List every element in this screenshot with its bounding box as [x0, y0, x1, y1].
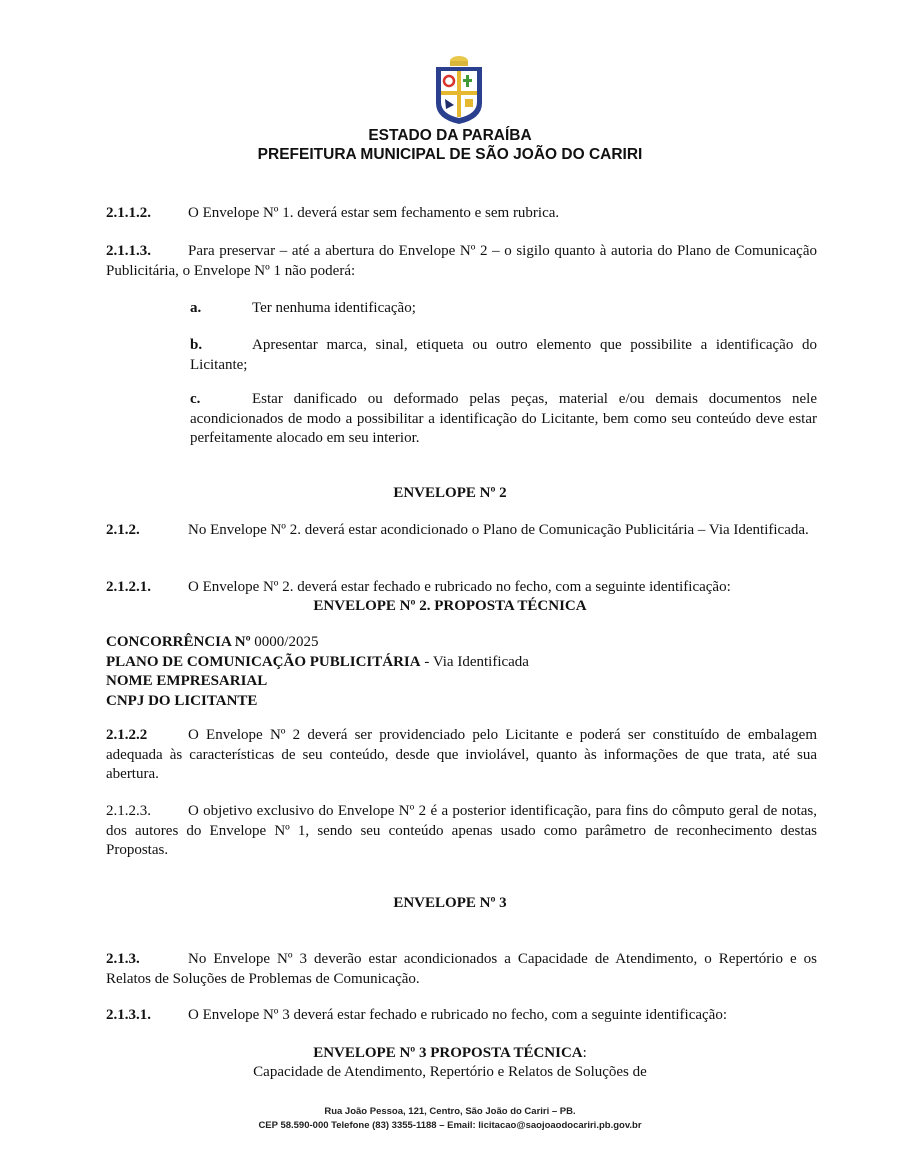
list-item-letter: a. — [190, 300, 202, 316]
id-line-cnpj: CNPJ DO LICITANTE — [106, 692, 258, 709]
clause-number: 2.1.2.2 — [106, 727, 148, 743]
clause-number: 2.1.1.2. — [106, 205, 151, 221]
identification-block — [106, 633, 529, 711]
clause-text: O Envelope Nº 3 deverá estar fechado e rubricado no fecho, com a seguinte identificação: — [188, 1007, 727, 1023]
clause-number: 2.1.2.3. — [106, 803, 151, 819]
clause-text: No Envelope Nº 3 deverão estar acondicionados a Capacidade de Atendimento, o Repertório e os Relatos de Soluções de Problemas de Comunicação. — [106, 951, 817, 987]
list-item-letter: b. — [190, 337, 203, 353]
envelope-2-heading: ENVELOPE Nº 2 — [393, 485, 507, 501]
clause-2-1-2-3 — [106, 802, 817, 861]
id-line-nome: NOME EMPRESARIAL — [106, 673, 268, 689]
clause-2-1-1-3 — [106, 242, 817, 281]
clause-2-1-2-2 — [106, 726, 817, 785]
list-item-c — [190, 390, 817, 449]
clause-text: Para preservar – até a abertura do Envelope Nº 2 – o sigilo quanto à autoria do Plano de Comunicação Publicitária, o Envelope Nº 1 não poderá: — [106, 243, 817, 279]
envelope-2-label: ENVELOPE Nº 2. PROPOSTA TÉCNICA — [313, 598, 587, 614]
footer-address: Rua João Pessoa, 121, Centro, São João do Cariri – PB. — [324, 1106, 576, 1117]
clause-number: 2.1.2.1. — [106, 579, 151, 595]
clause-2-1-1-2 — [106, 204, 817, 224]
municipal-coat-of-arms — [432, 55, 486, 125]
envelope-3-label: ENVELOPE Nº 3 PROPOSTA TÉCNICA: — [313, 1045, 587, 1061]
list-item-text: Apresentar marca, sinal, etiqueta ou outro elemento que possibilite a identificação do Licitante; — [190, 337, 817, 373]
clause-text: O Envelope Nº 2 deverá ser providenciado pelo Licitante e poderá ser constituído de embalagem adequada às características de seu conteúdo, desde que inviolável, quanto às informações de que trata, até sua abertura. — [106, 727, 817, 782]
envelope-3-heading: ENVELOPE Nº 3 — [393, 895, 507, 911]
clause-2-1-2-1 — [106, 578, 817, 598]
list-item-b — [190, 336, 817, 375]
clause-text: O Envelope Nº 1. deverá estar sem fechamento e sem rubrica. — [188, 205, 560, 221]
envelope-3-subtitle: Capacidade de Atendimento, Repertório e Relatos de Soluções de — [253, 1064, 647, 1080]
header-municipality: PREFEITURA MUNICIPAL DE SÃO JOÃO DO CARIRI — [257, 146, 643, 163]
clause-number: 2.1.1.3. — [106, 243, 151, 259]
header-state: ESTADO DA PARAÍBA — [368, 127, 532, 144]
clause-2-1-3-1 — [106, 1006, 817, 1026]
list-item-letter: c. — [190, 391, 201, 407]
clause-2-1-2 — [106, 521, 817, 541]
clause-number: 2.1.2. — [106, 522, 140, 538]
id-line-concorrencia: CONCORRÊNCIA Nº 0000/2025 — [106, 634, 319, 650]
clause-text: O Envelope Nº 2. deverá estar fechado e rubricado no fecho, com a seguinte identificação: — [188, 579, 731, 595]
list-item-a — [190, 299, 817, 319]
list-item-text: Estar danificado ou deformado pelas peças, material e/ou demais documentos nele acondicionados de modo a possibilitar a identificação do Licitante, bem como seu conteúdo deve estar perfeitamente alocado em seu interior. — [190, 391, 817, 446]
clause-text: O objetivo exclusivo do Envelope Nº 2 é a posterior identificação, para fins do cômputo geral de notas, dos autores do Envelope Nº 1, sendo seu conteúdo apenas usado como parâmetro de reconhecimento destas Propostas. — [106, 803, 817, 858]
clause-2-1-3 — [106, 950, 817, 989]
footer-contact: CEP 58.590-000 Telefone (83) 3355-1188 – Email: licitacao@saojoaodocariri.pb.gov.br — [258, 1120, 642, 1131]
list-item-text: Ter nenhuma identificação; — [252, 300, 416, 316]
clause-number: 2.1.3.1. — [106, 1007, 151, 1023]
clause-number: 2.1.3. — [106, 951, 140, 967]
clause-text: No Envelope Nº 2. deverá estar acondicionado o Plano de Comunicação Publicitária – Via Identificada. — [188, 522, 809, 538]
id-line-plano: PLANO DE COMUNICAÇÃO PUBLICITÁRIA - Via Identificada — [106, 653, 529, 670]
